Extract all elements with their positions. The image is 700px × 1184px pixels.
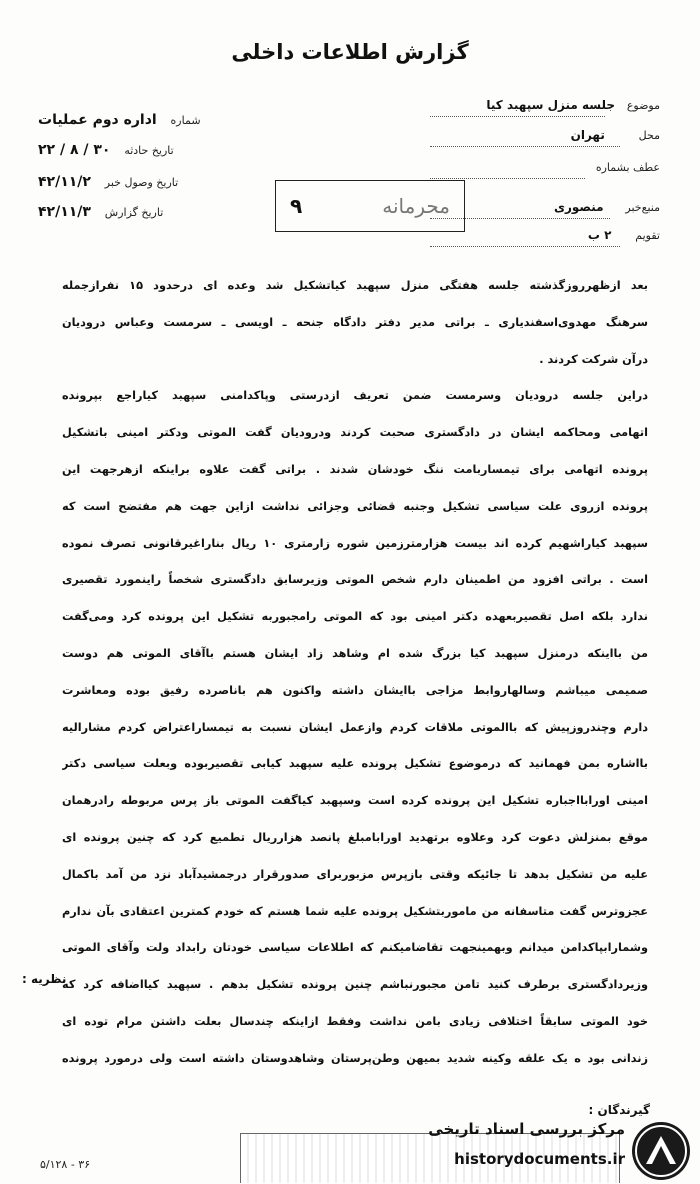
- report-date-value: ۴۲/۱۱/۳: [38, 204, 91, 220]
- place-field: [571, 128, 660, 142]
- report-date-label: تاریخ گزارش: [104, 206, 164, 219]
- body-line: دارم وچندروزپیش که باالموتی ملاقات کردم وازعمل ایشان نسبت به تیمساراعتراض کردم مشارالیه: [62, 720, 648, 734]
- body-line: ندارد بلکه اصل تقصیربعهده دکتر امینی بود که الموتی رامجبوربه تشکیل این پرونده کرد ومی‌گفت: [62, 610, 648, 624]
- body-line: سپهبد کیاراشهیم کرده اند بیست هزارمترزمین شوره زارمتری ۱۰ ریال بناراغیرقانونی تصرف نموده: [62, 536, 648, 550]
- event-date-label: تاریخ حادثه: [124, 144, 174, 157]
- archive-logo-icon: [630, 1120, 692, 1182]
- body-line: موقع بمنزلش دعوت کرد وعلاوه برتهدید اورابامبلغ پانصد هزارریال تطمیع کرد که چنین پرونده ای: [62, 830, 648, 844]
- body-line: پرونده ازروی علت سیاسی تشکیل وجنبه قضائی وجزائی نداشت ازاین جهت هم مفتضح است که: [62, 499, 648, 513]
- body-line: سرهنگ مهدوی‌اسفندیاری ـ براتی مدیر دفتر دادگاه جنحه ـ اویسی ـ سرمست وعباس درودیان: [62, 315, 648, 329]
- body-line: من بااینکه درمنزل سپهبد کیا بزرگ شده ام وشاهد زاد ایشان هستم باآقای الموتی هم دوست: [62, 646, 648, 660]
- body-line: درآن شرکت کردند .: [539, 352, 648, 366]
- place-dotline: [430, 146, 620, 147]
- body-line: وشمارابپاکدامن میدانم وبهمینجهت تقاضامیکنم که اطلاعات سیاسی خودتان رابداد ولت وآقای الموتی: [62, 941, 648, 955]
- event-date-value: ۳۰ / ۸ / ۲۲: [38, 142, 111, 158]
- attachment-dotline: [430, 178, 585, 179]
- subject-label: موضوع: [626, 99, 660, 112]
- body-line: عجزوترس گفت متاسفانه من ماموربتشکیل پرونده علیه شما هستم که خودم کمترین اعتقادی بآن ندارم: [62, 904, 648, 918]
- rating-label: تقویم: [635, 229, 660, 242]
- reference-number: ۵/۱۲۸ - ۳۶: [40, 1158, 91, 1171]
- rating-field: [588, 228, 660, 242]
- body-line: است . براتی افزود من اطمینان دارم شخص الموتی وزیرسابق دادگستری شخصاً راینمورد تقصیری: [62, 573, 648, 587]
- number-label: شماره: [170, 114, 201, 127]
- source-value: منصوری: [554, 200, 604, 214]
- body-line: زندانی بود ه یک علقه وکینه شدید بمیهن وطن‌پرستان وشاهدوستان داشته است ولی درمورد پرونده: [62, 1051, 648, 1065]
- body-line: اتهامی ومحاکمه ایشان در دادگستری صحبت کردند ودرودیان گفت الموتی ودکتر امینی باتشکیل: [62, 426, 648, 440]
- body-line: وزیردادگستری برطرف کنید تامن مجبورنباشم چنین پرونده تشکیل بدهم . سپهبد کیااضافه کرد که: [62, 978, 648, 992]
- body-line: بعد ازظهرروزگذشته جلسه هفتگی منزل سپهبد کیاتشکیل شد وعده ای درحدود ۱۵ نفرازجمله: [62, 279, 648, 292]
- rating-value: ۲ ب: [587, 228, 612, 242]
- watermark-url: historydocuments.ir: [454, 1150, 625, 1168]
- body-line: امینی اورابااجباره تشکیل این پرونده کرده است وسپهبد کیاگفت الموتی باز پرس مربوطه رادرهمان: [62, 794, 648, 808]
- source-label: منبع‌خبر: [625, 201, 660, 214]
- rating-dotline: [430, 246, 620, 247]
- watermark: [420, 1114, 700, 1184]
- body-line: علیه من تشکیل بدهد تا جائیکه وقتی بازپرس مزبوربرای صدورقرار درجمشیدآباد نزد من آمد باکمال: [62, 867, 648, 881]
- place-label: محل: [638, 129, 660, 142]
- attachment-field: [588, 160, 660, 174]
- subject-dotline: [430, 116, 605, 117]
- subject-value: جلسه منزل سپهبد کیا: [486, 98, 615, 112]
- document-title: گزارش اطلاعات داخلی: [231, 40, 469, 64]
- source-field: [554, 200, 660, 214]
- attachment-label: عطف بشماره: [595, 161, 660, 174]
- number-value: اداره دوم عملیات: [38, 112, 157, 128]
- number-field: [38, 112, 201, 128]
- body-line: بااشاره بمن فهمانید که درموضوع تشکیل پرونده علیه سپهبد کیابی تقصیربوده وبعلت سیاسی دکتر: [62, 757, 648, 771]
- event-date-field: [38, 142, 174, 158]
- body-line: پرونده اتهامی برای تیمساربامت ننگ خودشان شدند . براتی گفت علاوه براینکه ازهرجهت این: [62, 462, 648, 476]
- place-value: تهران: [570, 128, 605, 142]
- report-body: [62, 268, 648, 1078]
- body-line: دراین جلسه درودیان وسرمست ضمن تعریف ازدرستی وپاکدامنی سپهبد کیاراجع بپرونده: [62, 389, 648, 403]
- watermark-title: مرکز بررسی اسناد تاریخی: [428, 1120, 625, 1138]
- stamp-label: محرمانه: [382, 194, 450, 218]
- subject-field: [486, 98, 660, 112]
- body-line: خود الموتی سابقاً اختلافی زیادی بامن نداشت وفقط ازاینکه چندسال بعلت داشتن مرام توده ای: [62, 1014, 648, 1028]
- body-line: صمیمی میباشم وسالهاروابط مزاجی باایشان داشته واکنون هم باناصرده رفیق بوده ومعاشرت: [62, 683, 648, 697]
- received-date-label: تاریخ وصول خبر: [104, 176, 179, 189]
- received-date-value: ۴۲/۱۱/۲: [38, 174, 91, 190]
- recipients-label: گیرندگان :: [588, 1103, 650, 1117]
- received-date-field: [38, 174, 178, 190]
- stamp-number: ۹: [290, 194, 303, 218]
- opinion-label: نظریه :: [22, 972, 67, 986]
- report-date-field: [38, 204, 163, 220]
- confidential-stamp: [275, 180, 465, 232]
